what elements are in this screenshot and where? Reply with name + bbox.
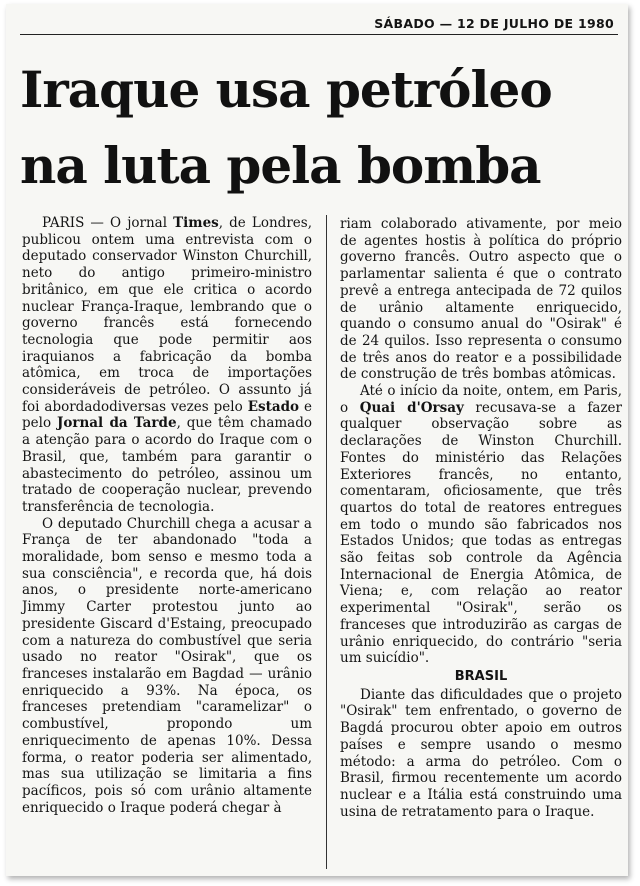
dateline-lead-text: PARIS — O jornal xyxy=(42,215,174,231)
article-paragraph: O deputado Churchill chega a acusar a França de ter abandonado "toda a moralidade, bom senso e mesmo toda a sua consciência", e recorda que, há dois anos, o presidente norte-americano Jimmy Carter protestou junto ao presidente Giscard d'Estaing, preocupado com a natureza do combustível que seria usado no reator "Osirak", que os franceses instalarão em Bagdad — urânio enriquecido a 93%. Na época, os franceses pretendiam "caramelizar" o combustível, propondo um enriquecimento de apenas 10%. Dessa forma, o reator poderia ser alimentado, mas sua utilização se limitaria a fins pacíficos, pois só com urânio altamente enriquecido o Iraque poderá chegar à xyxy=(22,515,312,816)
article-column-left xyxy=(22,215,312,816)
jornal-da-tarde-reference: Jornal da Tarde xyxy=(56,415,177,432)
subheading-brasil: BRASIL xyxy=(454,668,508,684)
article-paragraph: Diante das dificuldades que o projeto "Osirak" tem enfrentado, o governo de Bagdá procurou obter apoio em outros países e sempre usando o mesmo método: a arma do petróleo. Com o Brasil, firmou recentemente um acordo nuclear e a Itália está construindo uma usina de retratamento para o Iraque. xyxy=(340,686,622,820)
paragraph-text: , que têm chamado a atenção para o acordo do Iraque com o Brasil, que, também para garantir o abastecimento do petróleo, assinou um tratado de cooperação nuclear, prevendo transferência de tecnologia. xyxy=(22,415,312,515)
times-reference: Times xyxy=(173,215,219,231)
article-paragraph: riam colaborado ativamente, por meio de agentes hostis à política do próprio governo francês. Outro aspecto que o parlamentar salienta é que o contrato prevê a entrega antecipada de 72 quilos de urânio altamente enriquecido, quando o consumo anual do "Osirak" é de 24 quilos. Isso representa o consumo de três anos do reator e a possibilidade de construção de três bombas atômicas. xyxy=(340,216,622,383)
paragraph-text: , de Londres, publicou ontem uma entrevista com o deputado conservador Winston Churchill, neto do antigo primeiro-ministro britânico, em que ele critica o acordo nuclear França-Iraque, lembrando que o governo francês está fornecendo tecnologia que pode permitir aos iraquianos a fabricação da bomba atômica, em troca de importações consideráveis de petróleo. O assunto já foi abordadodiversas vezes pelo xyxy=(22,215,312,415)
dateline: SÁBADO — 12 DE JULHO DE 1980 xyxy=(374,16,614,31)
newspaper-clipping xyxy=(6,4,628,876)
quai-dorsay-reference: Quai d'Orsay xyxy=(359,399,464,416)
header-rule xyxy=(20,34,618,35)
paragraph-text: recusava-se a fazer qualquer observação sobre as declarações de Winston Churchill. Fontes do ministério das Relações Exteriores francês, no entanto, comentaram, oficiosamente, que três quartos do total de reatores entregues em todo o mundo são fabricados nos Estados Unidos; que todas as entregas são feitas sob controle da Agência Internacional de Energia Atômica, de Viena; e, com relação ao reator experimental "Osirak", serão os franceses que introduzirão as cargas de urânio enriquecido, do contrário "seria um suicídio". xyxy=(340,399,623,667)
headline xyxy=(20,52,552,204)
paragraph-text: Até o início da noite, ontem, em Paris, o xyxy=(340,383,622,416)
paragraph-text: e pelo xyxy=(22,398,313,432)
estado-reference: Estado xyxy=(247,398,300,415)
article-paragraph xyxy=(22,215,312,516)
headline-line-1: Iraque usa petróleo xyxy=(20,60,552,119)
article-paragraph xyxy=(340,383,622,667)
article-column-right xyxy=(340,216,622,820)
headline-line-2: na luta pela bomba xyxy=(20,136,541,195)
column-divider xyxy=(326,215,327,869)
